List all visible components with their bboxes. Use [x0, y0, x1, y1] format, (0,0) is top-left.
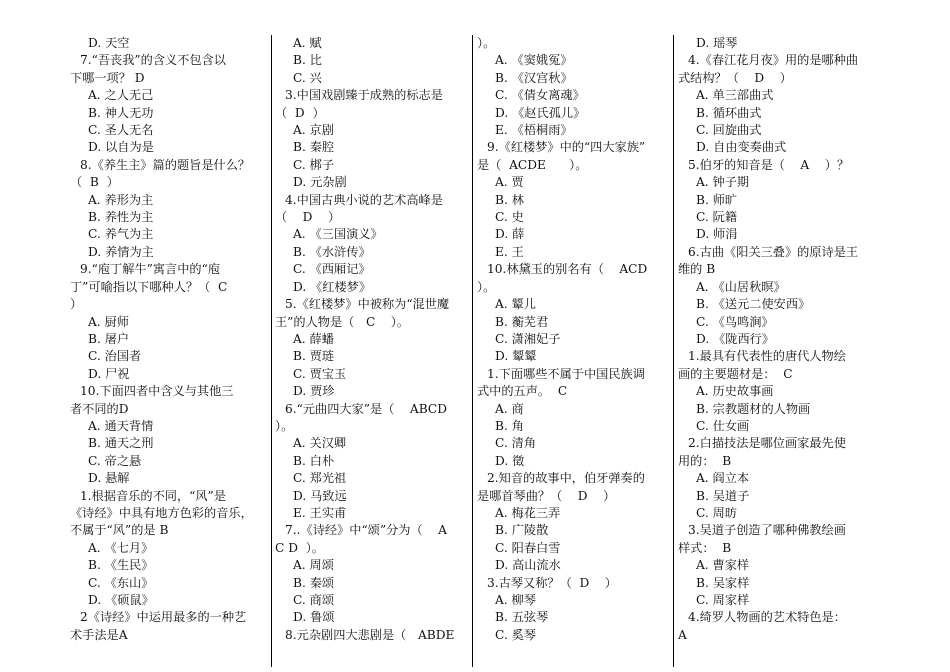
answer-option: D. 天空 — [88, 36, 130, 50]
answer-option: C. 养气为主 — [88, 227, 154, 242]
question-text: 1.下面哪些不属于中国民族调 — [487, 366, 645, 381]
answer-option: A. 京剧 — [293, 123, 334, 138]
question-text: 2.知音的故事中，伯牙弹奏的 — [487, 471, 645, 486]
text-column-4 — [678, 35, 874, 667]
question-text: ）。 — [477, 279, 496, 294]
answer-option: D. 师涓 — [696, 227, 738, 242]
question-text: 样式： B — [678, 540, 732, 555]
answer-option: E. 王 — [495, 244, 524, 259]
answer-option: C. 阳春白雪 — [495, 540, 561, 555]
answer-option: B. 循环曲式 — [696, 105, 762, 120]
question-text: C D ）。 — [275, 540, 324, 555]
answer-option: C. 周家样 — [696, 593, 750, 607]
answer-option: B. 广陵散 — [495, 523, 549, 538]
answer-option: A. 梅花三弄 — [495, 505, 561, 520]
question-text: 《诗经》中具有地方色彩的音乐， — [70, 505, 253, 520]
answer-option: D. 元杂剧 — [293, 175, 347, 190]
column-divider — [271, 35, 272, 667]
question-text: 3.古琴又称？（ D ） — [487, 575, 617, 590]
question-text: 10.下面四者中含义与其他三 — [80, 384, 234, 399]
answer-option: B. 贾琏 — [293, 349, 335, 364]
question-text: 术手法是A — [70, 627, 128, 642]
question-text: 9.“庖丁解牛”寓言中的“庖 — [80, 262, 221, 277]
text-column-1 — [70, 35, 267, 667]
answer-option: D. 颦颦 — [495, 349, 537, 364]
answer-option: B. 《送元二使安西》 — [696, 297, 811, 312]
answer-option: A. 《三国演义》 — [293, 227, 383, 242]
text-column-2 — [275, 35, 470, 667]
question-text: 3.吴道子创造了哪种佛教绘画 — [688, 523, 846, 538]
answer-option: B. 师旷 — [696, 192, 738, 207]
question-text: A — [678, 627, 687, 642]
question-text: 丁”可喻指以下哪种人？（ C — [70, 279, 228, 294]
answer-option: B. 林 — [495, 192, 524, 207]
question-text: 是哪首琴曲？（ D ） — [477, 488, 616, 503]
answer-option: A. 厨师 — [88, 314, 129, 329]
answer-option: A. 《窦娥冤》 — [495, 53, 573, 68]
question-text: 者不同的D — [70, 401, 129, 416]
question-text: 2.白描技法是哪位画家最先使 — [688, 436, 846, 451]
answer-option: C. 《东山》 — [88, 575, 154, 590]
question-text: （ D ） — [275, 210, 341, 225]
answer-option: D. 《红楼梦》 — [293, 279, 372, 294]
question-text: 6.“元曲四大家”是（ ABCD — [285, 401, 447, 416]
answer-option: C. 圣人无名 — [88, 123, 154, 138]
answer-option: D. 悬解 — [88, 471, 130, 486]
answer-option: A. 通天背情 — [88, 418, 154, 433]
answer-option: B. 屠户 — [88, 331, 130, 346]
answer-option: D. 薛 — [495, 227, 525, 242]
question-text: 5.伯牙的知音是（ A ）？ — [688, 157, 850, 172]
question-text: 式中的五声。 C — [477, 384, 568, 399]
answer-option: A. 柳琴 — [495, 593, 536, 607]
question-text: 3.中国戏剧臻于成熟的标志是 — [285, 88, 443, 103]
answer-option: D. 贾珍 — [293, 384, 335, 399]
answer-option: B. 养性为主 — [88, 210, 154, 225]
question-text: （ B ） — [70, 175, 119, 190]
answer-option: B. 秦腔 — [293, 140, 335, 155]
answer-option: C. 《西厢记》 — [293, 262, 371, 277]
answer-option: A. 之人无己 — [88, 88, 154, 103]
answer-option: B. 蘅芜君 — [495, 314, 549, 329]
answer-option: B. 《水浒传》 — [293, 244, 371, 259]
answer-option: A. 养形为主 — [88, 192, 154, 207]
answer-option: C. 奚琴 — [495, 627, 537, 642]
answer-option: D. 养情为主 — [88, 244, 154, 259]
question-text: 不属于“风”的是 B — [70, 523, 169, 538]
answer-option: D. 以自为是 — [88, 140, 154, 155]
question-text: 7..《诗经》中“颂”分为（ A — [285, 523, 447, 538]
answer-option: E. 王实甫 — [293, 505, 347, 520]
question-text: 是（ ACDE ）。 — [477, 157, 588, 172]
question-text: 4.绮罗人物画的艺术特色是： — [688, 610, 846, 625]
answer-option: B. 吴道子 — [696, 488, 750, 503]
question-text: 10.林黛玉的别名有（ ACD — [487, 262, 648, 277]
question-text: 式结构？（ D ） — [678, 70, 792, 85]
answer-option: D. 马致远 — [293, 488, 347, 503]
answer-option: B. 吴家样 — [696, 575, 750, 590]
question-text: ）。 — [275, 418, 294, 433]
answer-option: B. 《汉宫秋》 — [495, 70, 573, 85]
answer-option: C. 《倩女离魂》 — [495, 88, 585, 103]
answer-option: A. 周颂 — [293, 558, 334, 573]
question-text: 下哪一项？ D — [70, 70, 145, 85]
column-divider — [472, 35, 473, 667]
answer-option: C. 回旋曲式 — [696, 123, 762, 138]
answer-option: C. 阮籍 — [696, 210, 738, 225]
answer-option: B. 五弦琴 — [495, 610, 549, 625]
answer-option: B. 角 — [495, 418, 524, 433]
answer-option: D. 瑶琴 — [696, 36, 738, 50]
answer-option: C. 仕女画 — [696, 418, 750, 433]
question-text: 9.《红楼梦》中的“四大家族” — [487, 140, 646, 155]
answer-option: E. 《梧桐雨》 — [495, 123, 573, 138]
answer-option: A. 关汉卿 — [293, 436, 347, 451]
question-text: 王”的人物是（ C ）。 — [275, 314, 410, 329]
question-text: 8.《养生主》篇的题旨是什么？ — [80, 157, 251, 172]
answer-option: B. 通天之刑 — [88, 436, 154, 451]
answer-option: C. 商颂 — [293, 593, 335, 607]
answer-option: C. 《鸟鸣涧》 — [696, 314, 774, 329]
answer-option: A. 曹家样 — [696, 558, 750, 573]
question-text: 6.古曲《阳关三叠》的原诗是王 — [688, 244, 859, 259]
answer-option: D. 鲁颂 — [293, 610, 335, 625]
answer-option: D. 徵 — [495, 453, 525, 468]
answer-option: A. 单三部曲式 — [696, 88, 774, 103]
question-text: 用的： B — [678, 453, 732, 468]
question-text: 4.中国古典小说的艺术高峰是 — [285, 192, 443, 207]
answer-option: B. 秦颂 — [293, 575, 335, 590]
answer-option: A. 阎立本 — [696, 471, 750, 486]
answer-option: C. 清角 — [495, 436, 537, 451]
answer-option: A. 薛蟠 — [293, 331, 334, 346]
answer-option: C. 帝之悬 — [88, 453, 142, 468]
answer-option: C. 郑光祖 — [293, 471, 347, 486]
answer-option: A. 历史故事画 — [696, 384, 774, 399]
answer-option: D. 高山流水 — [495, 558, 561, 573]
answer-option: B. 《生民》 — [88, 558, 154, 573]
question-text: 1.最具有代表性的唐代人物绘 — [688, 349, 846, 364]
answer-option: C. 兴 — [293, 70, 322, 85]
question-text: 1.根据音乐的不同，“风”是 — [80, 488, 226, 503]
answer-option: A. 贾 — [495, 175, 524, 190]
answer-option: D. 《陇西行》 — [696, 331, 775, 346]
answer-option: A. 《七月》 — [88, 540, 154, 555]
question-text: 4.《春江花月夜》用的是哪种曲 — [688, 53, 859, 68]
answer-option: A. 钟子期 — [696, 175, 750, 190]
question-text: 7.“吾丧我”的含义不包含以 — [80, 53, 226, 68]
answer-option: C. 潇湘妃子 — [495, 331, 561, 346]
question-text: （ D ） — [275, 105, 325, 120]
question-text: ） — [70, 297, 83, 312]
column-divider — [673, 35, 674, 667]
answer-option: D. 自由变奏曲式 — [696, 140, 787, 155]
answer-option: C. 治国者 — [88, 349, 142, 364]
answer-option: C. 梆子 — [293, 157, 335, 172]
answer-option: C. 贾宝玉 — [293, 366, 347, 381]
question-text: 5.《红楼梦》中被称为“混世魔 — [285, 297, 450, 312]
question-text: 画的主要题材是： C — [678, 366, 793, 381]
question-text: 维的 B — [678, 262, 716, 277]
answer-option: A. 颦儿 — [495, 297, 536, 312]
answer-option: C. 周昉 — [696, 505, 738, 520]
answer-option: D. 《赵氏孤儿》 — [495, 105, 586, 120]
question-text: 8.元杂剧四大悲剧是（ ABDE — [285, 627, 455, 642]
answer-option: A. 《山居秋暝》 — [696, 279, 786, 294]
answer-option: D. 《硕鼠》 — [88, 593, 154, 607]
answer-option: A. 商 — [495, 401, 524, 416]
answer-option: B. 白朴 — [293, 453, 335, 468]
answer-option: B. 比 — [293, 53, 322, 68]
answer-option: C. 史 — [495, 210, 524, 225]
question-text: 2《诗经》中运用最多的一种艺 — [80, 610, 247, 625]
answer-option: D. 尸祝 — [88, 366, 130, 381]
answer-option: A. 赋 — [293, 36, 322, 50]
answer-option: B. 神人无功 — [88, 105, 154, 120]
question-text: ）。 — [477, 36, 496, 50]
text-column-3 — [477, 35, 672, 667]
answer-option: B. 宗教题材的人物画 — [696, 401, 811, 416]
